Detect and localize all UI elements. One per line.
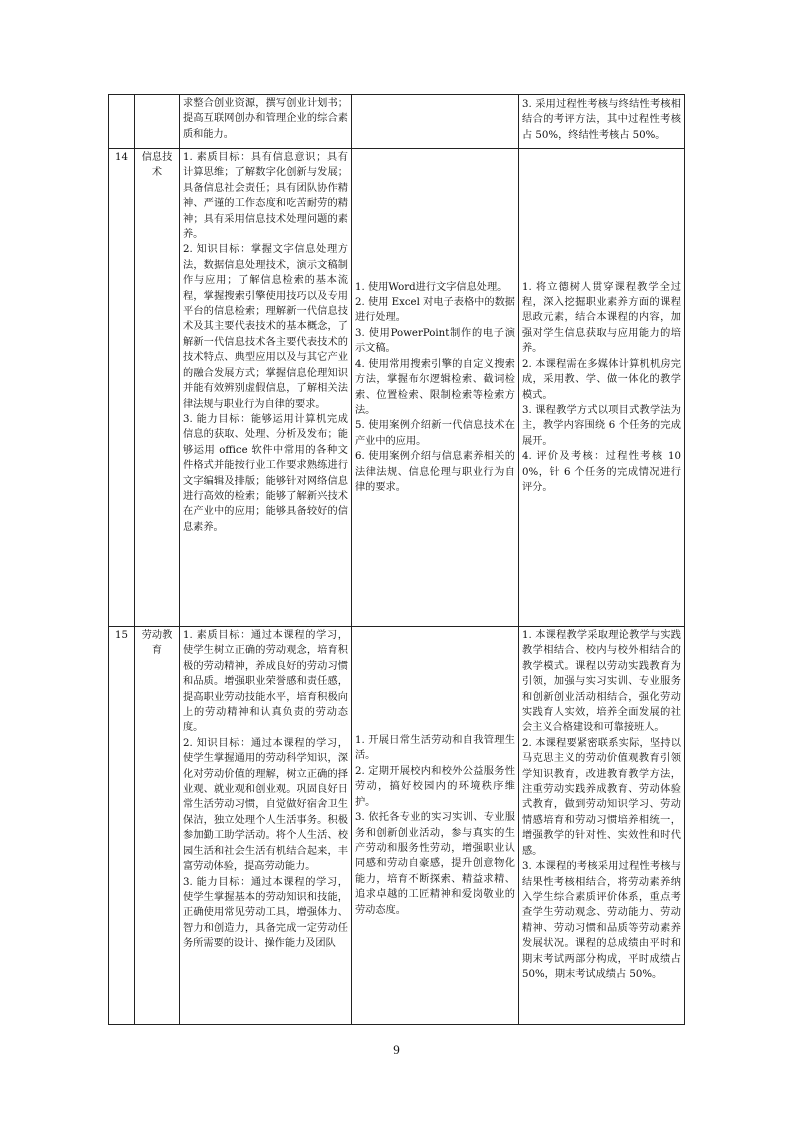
content-item: 2. 定期开展校内和校外公益服务性劳动，搞好校园内的环境秩序维护。 xyxy=(355,765,515,808)
course-name-cell: 信息技术 xyxy=(135,149,180,627)
content-item: 6. 使用案例介绍与信息素养相关的法律法规、信息伦理与职业行为自律的要求。 xyxy=(355,451,515,493)
requirement-paragraph: 1. 将立德树人贯穿课程教学全过程，深入挖掘职业素养方面的课程思政元素，结合本课程的内容，加强对学生信息获取与应用能力的培养。 xyxy=(522,281,681,355)
requirements-cell xyxy=(519,627,685,1025)
requirement-paragraph: 3. 本课程的考核采用过程性考核与结果性考核相结合，将劳动素养纳入学生综合素质评价体系，重点考查学生劳动观念、劳动能力、劳动精神、劳动习惯和品质等劳动素养发展状况。课程的总成绩由平时和期末考试两部分构成，平时成绩占 50%，期末考试成绩占 50%。 xyxy=(522,861,681,980)
content-cell xyxy=(352,95,519,149)
curriculum-table xyxy=(108,94,685,1025)
content-cell xyxy=(352,627,519,1025)
requirement-paragraph: 3. 课程教学方式以项目式教学法为主，教学内容围绕 6 个任务的完成展开。 xyxy=(522,404,681,447)
content-item: 3. 使用PowerPoint制作的电子演示文稿。 xyxy=(355,327,515,355)
objective-paragraph: 1. 素质目标：具有信息意识；具有计算思维；了解数字化创新与发展；具备信息社会责任；具有团队协作精神、严谨的工作态度和吃苦耐劳的精神；具有采用信息技术处理问题的素养。 xyxy=(183,152,348,241)
content-item: 3. 依托各专业的实习实训、专业服务和创新创业活动，参与真实的生产劳动和服务性劳动，增强职业认同感和劳动自豪感，提升创意物化能力，培育不断探索、精益求精、追求卓越的工匠精神和爱岗敬业的劳动态度。 xyxy=(355,812,515,916)
course-number-cell: 14 xyxy=(109,149,135,627)
course-name-cell: 劳动教育 xyxy=(135,627,180,1025)
requirement-paragraph: 3. 采用过程性考核与终结性考核相结合的考评方法，其中过程性考核占 50%，终结性考核占 50%。 xyxy=(522,99,681,141)
table-row xyxy=(109,627,685,1025)
course-name-cell xyxy=(135,95,180,149)
objective-paragraph: 3. 能力目标：通过本课程的学习，使学生掌握基本的劳动知识和技能，正确使用常见劳动工具，增强体力、智力和创造力，具备完成一定劳动任务所需要的设计、操作能力及团队 xyxy=(183,876,348,950)
requirement-paragraph: 2. 本课程要紧密联系实际，坚持以马克思主义的劳动价值观教育引领学知识教育，改进教育教学方法，注重劳动实践养成教育、劳动体验式教育，做到劳动知识学习、劳动情感培育和劳动习惯培养相统一，增强教学的针对性、实效性和时代感。 xyxy=(522,737,681,857)
table-row xyxy=(109,95,685,149)
objective-paragraph: 2. 知识目标：掌握文字信息处理方法，数据信息处理技术，演示文稿制作与应用；了解信息检索的基本流程，掌握搜索引擎使用技巧以及专用平台的信息检索；理解新一代信息技术及其主要代表技术的基本概念，了解新一代信息技术各主要代表技术的技术特点、典型应用以及与其它产业的融合发展方式；掌握信息伦理知识并能有效辨别虚假信息，了解相关法律法规与职业行为自律的要求。 xyxy=(183,244,348,410)
objective-paragraph: 求整合创业资源，撰写创业计划书；提高互联网创办和管理企业的综合素质和能力。 xyxy=(183,98,348,140)
objectives-cell xyxy=(180,627,352,1025)
requirements-cell xyxy=(519,149,685,627)
requirements-cell xyxy=(519,95,685,149)
content-item: 5. 使用案例介绍新一代信息技术在产业中的应用。 xyxy=(355,420,515,447)
content-item: 1. 使用Word进行文字信息处理。 xyxy=(355,281,508,293)
requirement-paragraph: 1. 本课程教学采取理论教学与实践教学相结合、校内与校外相结合的教学模式。课程以劳动实践教育为引领，加强与实习实训、专业服务和创新创业活动相结合，强化劳动实践育人实效，培养全面发展的社会主义合格建设和可靠接班人。 xyxy=(522,630,681,734)
objective-paragraph: 1. 素质目标：通过本课程的学习，使学生树立正确的劳动观念，培育积极的劳动精神，养成良好的劳动习惯和品质。增强职业荣誉感和责任感，提高职业劳动技能水平，培育积极向上的劳动精神和认真负责的劳动态度。 xyxy=(183,630,348,734)
objective-paragraph: 2. 知识目标：通过本课程的学习，使学生掌握通用的劳动科学知识，深化对劳动价值的理解，树立正确的择业观、就业观和创业观。巩固良好日常生活劳动习惯，自觉做好宿舍卫生保洁，独立处理个人生活事务。积极参加勤工助学活动。将个人生活、校园生活和社会生活有机结合起来，丰富劳动体验，提高劳动能力。 xyxy=(183,737,348,873)
content-item: 2. 使用 Excel 对电子表格中的数据进行处理。 xyxy=(355,297,515,324)
requirement-paragraph: 4. 评价及考核：过程性考核 100%，针 6 个任务的完成情况进行评分。 xyxy=(522,451,681,493)
objectives-cell xyxy=(180,149,352,627)
objectives-cell xyxy=(180,95,352,149)
table-row xyxy=(109,149,685,627)
page-number: 9 xyxy=(393,1042,400,1057)
objective-paragraph: 3. 能力目标：能够运用计算机完成信息的获取、处理、分析及发布；能够运用 office 软件中常用的各种文件格式并能按行业工作要求熟练进行文字编辑及排版；能够针对网络信息进行高效的检索；能够了解新兴技术在产业中的应用；能够具备较好的信息素养。 xyxy=(183,413,348,533)
content-cell xyxy=(352,149,519,627)
content-item: 1. 开展日常生活劳动和自我管理生活。 xyxy=(355,735,515,762)
course-number-cell: 15 xyxy=(109,627,135,1025)
content-item: 4. 使用常用搜索引擎的自定义搜索方法，掌握布尔逻辑检索、截词检索、位置检索、限制检索等检索方法。 xyxy=(355,358,515,416)
requirement-paragraph: 2. 本课程需在多媒体计算机机房完成，采用教、学、做一体化的教学模式。 xyxy=(522,358,681,401)
course-number-cell xyxy=(109,95,135,149)
